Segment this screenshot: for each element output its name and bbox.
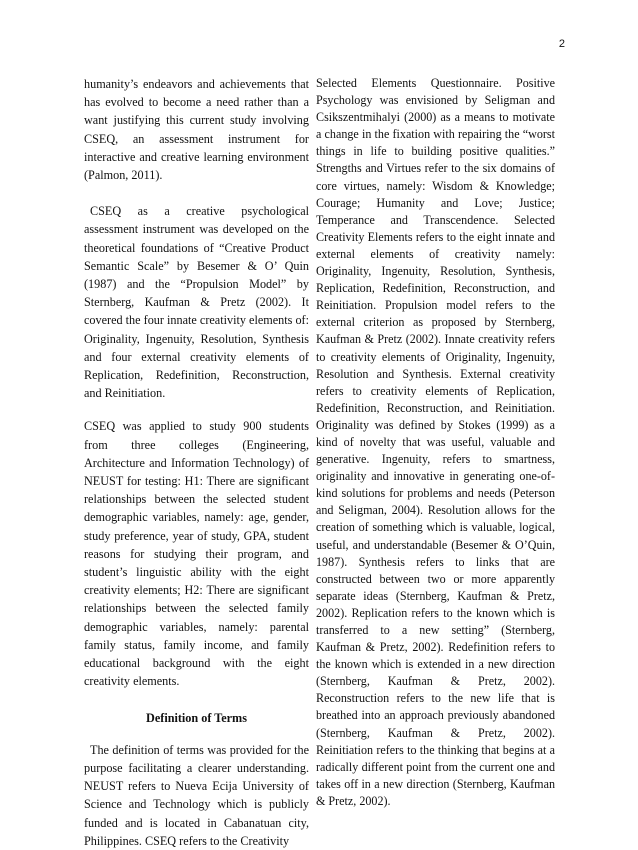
paragraph-definitions-continued: Selected Elements Questionnaire. Positive Psychology was envisioned by Seligman and Csikszentmihalyi (2000) as a means to motivate a change in the fixation with repairing the “worst things in life to building positive qualities.” Strengths and Virtues refer to the six domains of core virtues, namely: Wisdom & Knowledge; Courage; Humanity and Love; Justice; Temperance and Transcendence. Selected Creativity Elements refers to the eight innate and external elements of creativity namely: Originality, Ingenuity, Resolution, Synthesis, Replication, Redefinition, Reconstruction, and Reinitiation. Propulsion model refers to the external criterion as proposed by Sternberg, Kaufman & Pretz (2002). Innate creativity refers to creativity elements of Originality, Ingenuity, Resolution and Synthesis. External creativity refers to creativity elements of Replication, Redefinition, Reconstruction, and Reinitiation. Originality was defined by Stokes (1999) as a kind of novelty that was useful, valuable and generative. Ingenuity, refers to smartness, originality and innovative in generating one-of-kind solutions for problems and needs (Peterson and Seligman, 2004). Resolution allows for the creation of something which is valuable, logical, useful, and understandable (Besemer & O’Quin, 1987). Synthesis refers to links that are constructed between two or more apparently separate ideas (Sternberg, Kaufman & Pretz, 2002). Replication refers to the known which is transferred to a new setting” (Sternberg, Kaufman & Pretz, 2002). Redefinition refers to the known which is extended in a new direction (Sternberg, Kaufman & Pretz, 2002). Reconstruction refers to the new life that is breathed into an approach previously abandoned (Sternberg, Kaufman & Pretz, 2002). Reinitiation refers to the thinking that begins at a radically different point from the current one and takes off in a new direction (Sternberg, Kaufman & Pretz, 2002). [316, 76, 555, 808]
section-heading-definition-of-terms: Definition of Terms [146, 710, 247, 725]
left-column [84, 75, 309, 850]
paragraph-cseq-foundations: CSEQ as a creative psychological assessment instrument was developed on the theoretical foundations of “Creative Product Semantic Scale” by Besemer & O’ Quin (1987) and the “Propulsion Model” by Sternberg, Kaufman & Pretz (2002). It covered the four innate creativity elements of: Originality, Ingenuity, Resolution, Synthesis and four external creativity elements of Replication, Redefinition, Reconstruction, and Reinitiation. [84, 204, 309, 401]
right-column [316, 75, 555, 810]
page-number: 2 [558, 38, 565, 50]
paragraph-cseq-study: CSEQ was applied to study 900 students from three colleges (Engineering, Architecture and Information Technology) of NEUST for testing: H1: There are significant relationships between the selected student demographic variables, namely: age, gender, study preference, year of study, GPA, student reasons for studying their program, and student’s linguistic ability with the eight creativity elements; H2: There are significant relationships between the selected family demographic variables, namely: parental family status, family income, and family educational background with the eight creativity elements. [84, 419, 309, 689]
paragraph-intro-continued: humanity’s endeavors and achievements that has evolved to become a need rather than a want justifying this current study involving CSEQ, an assessment instrument for interactive and creative learning environment (Palmon, 2011). [84, 77, 309, 183]
paragraph-definitions: The definition of terms was provided for the purpose facilitating a clearer understanding. NEUST refers to Nueva Ecija University of Science and Technology which is publicly funded and is located in Cabanatuan city, Philippines. CSEQ refers to the Creativity [84, 742, 309, 848]
